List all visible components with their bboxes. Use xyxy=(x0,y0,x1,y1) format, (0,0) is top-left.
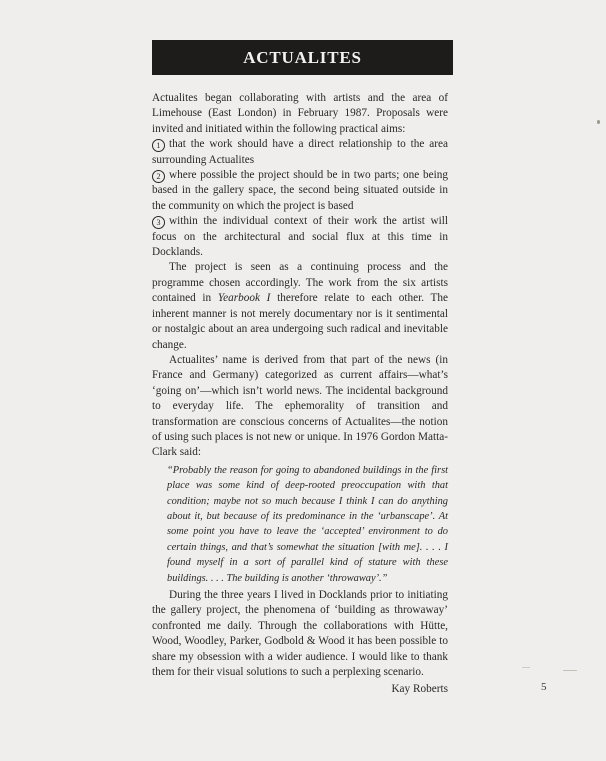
article-body xyxy=(152,91,448,698)
paper-speck xyxy=(597,120,600,124)
author-signature: Kay Roberts xyxy=(391,683,448,696)
project-text-before: The project is seen as a continuing process and the programme chosen accordingly. The work from the six artists contained in xyxy=(152,261,448,305)
circled-number-icon: 1 xyxy=(152,139,165,152)
aim-item-2 xyxy=(152,168,448,214)
intro-lead: Actualites began collaborating with artists and the area of Limehouse (East London) in February 1987. Proposals were invited and initiated within the following practical aims: xyxy=(152,92,448,135)
aim-text: where possible the project should be in two parts; one being based in the gallery space, the second being situated outside in the community on which the project is based xyxy=(152,169,448,212)
project-text-after: therefore relate to each other. The inherent manner is not merely documentary nor is it sentimental or nostalgic about an area undergoing such radical and inevitable change. xyxy=(152,292,449,351)
intro-paragraph xyxy=(152,91,448,260)
aim-text: within the individual context of their work the artist will focus on the architectural and social flux at this time in Docklands. xyxy=(152,215,448,259)
paper-speck xyxy=(522,667,530,668)
page-title: ACTUALITES xyxy=(243,47,362,67)
project-paragraph xyxy=(152,260,448,352)
page-number: 5 xyxy=(541,681,547,693)
aim-item-1 xyxy=(152,137,448,168)
name-paragraph: Actualites’ name is derived from that part of the news (in France and Germany) categorized as current affairs—what’s ‘going on’—which isn’t world news. The incidental background to everyday life. The ephemorality of transition and transformation are conscious concerns of Actualites—the notion of using such places is not new or unique. In 1976 Gordon Matta-Clark said: xyxy=(152,353,448,459)
paper-speck xyxy=(563,670,577,671)
circled-number-icon: 3 xyxy=(152,216,165,229)
closing-paragraph: During the three years I lived in Docklands prior to initiating the gallery project, the phenomena of ‘building as throwaway’ confronted me daily. Through the collaborations with Hütte, Wood, Woodley, Parker, Godbold & Wood it has been possible to share my obsession with a wider audience. I would like to thank them for their visual solutions to such a perplexing scenario. xyxy=(152,589,448,679)
aim-item-3 xyxy=(152,214,448,260)
matta-clark-quote: “Probably the reason for going to abandoned buildings in the first place was some kind of deep-rooted preoccupation with that condition; maybe not so much because I think I can do anything about it, but because of its predominance in the ‘urbanscape’. At some point you have to leave the ‘accepted’ environment to do certain things, and that’s somewhat the situation [with me]. . . . I found myself in a sort of parallel kind of stature with these buildings. . . . The building is another ‘throwaway’.” xyxy=(167,464,448,584)
yearbook-title: Yearbook I xyxy=(217,292,271,305)
title-banner xyxy=(152,40,453,75)
aim-text: that the work should have a direct relationship to the area surrounding Actualites xyxy=(152,138,448,166)
circled-number-icon: 2 xyxy=(152,170,165,183)
